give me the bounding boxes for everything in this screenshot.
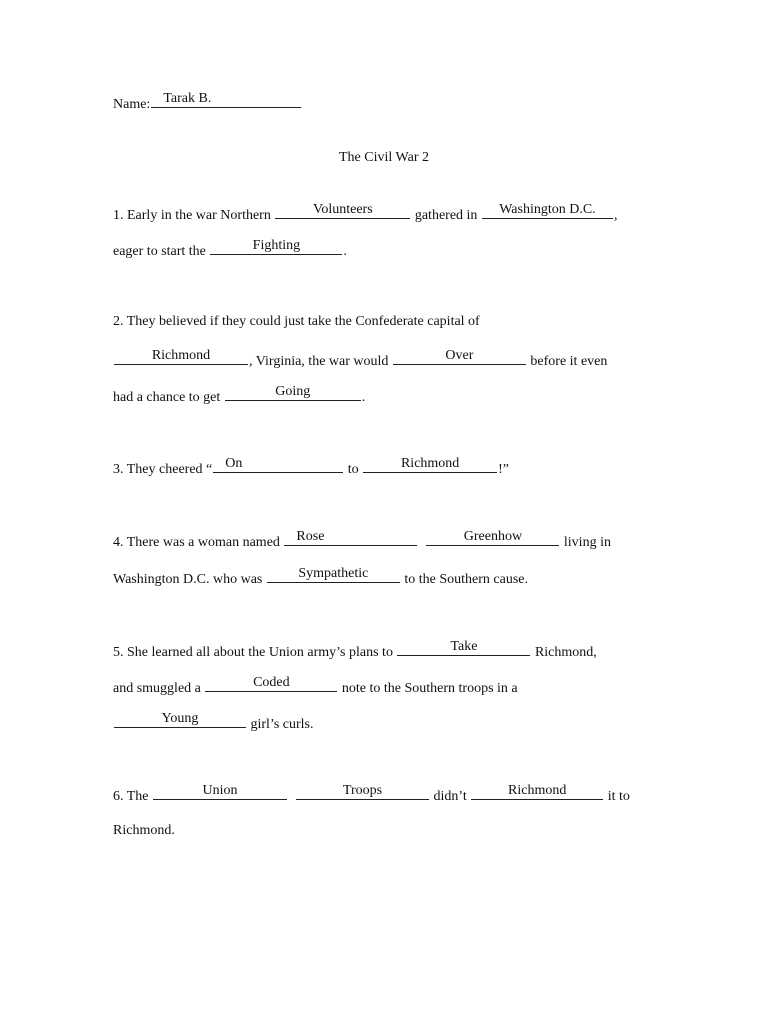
q5-blank-1[interactable] [397, 641, 530, 656]
q3-blank-1[interactable] [213, 458, 343, 473]
q1-blank-3[interactable] [210, 240, 342, 255]
q4-text-1: 4. There was a woman named [113, 535, 280, 550]
q3-text-2: to [347, 462, 359, 477]
q5-answer-2: Coded [253, 675, 290, 690]
question-2-line-1 [113, 313, 480, 331]
q6-blank-1[interactable] [153, 785, 287, 800]
q2-answer-3: Going [275, 384, 311, 399]
q4-blank-1[interactable] [284, 531, 417, 546]
q1-text-3: , [613, 208, 618, 223]
q4-text-2: living in [563, 535, 611, 550]
q3-answer-1: On [225, 456, 243, 471]
q1-answer-2: Washington D.C. [499, 202, 596, 217]
q5-answer-1: Take [450, 639, 478, 654]
question-4-line-1 [113, 531, 611, 552]
q4-text-4: to the Southern cause. [404, 572, 529, 587]
name-label: Name: [113, 97, 151, 112]
q3-text-1: 3. They cheered “ [113, 462, 213, 477]
q2-answer-1: Richmond [151, 348, 211, 363]
question-6-line-1 [113, 785, 630, 806]
question-4-line-2 [113, 568, 528, 589]
name-field[interactable] [151, 93, 301, 108]
name-line [113, 93, 302, 114]
q1-blank-2[interactable] [482, 204, 613, 219]
q3-text-3: !” [498, 462, 510, 477]
q2-text-2: , Virginia, the war would [249, 354, 389, 369]
worksheet-title: The Civil War 2 [339, 150, 429, 165]
q1-text-1: 1. Early in the war Northern [113, 208, 271, 223]
q6-text-2: didn’t [433, 789, 467, 804]
q1-text-5: . [343, 244, 347, 259]
q5-blank-2[interactable] [205, 677, 337, 692]
question-5-line-2 [113, 677, 518, 698]
q4-text-3: Washington D.C. who was [113, 572, 263, 587]
q5-text-5: girl’s curls. [250, 717, 314, 732]
q6-text-4: Richmond. [113, 823, 175, 838]
q3-blank-2[interactable] [363, 458, 497, 473]
q6-answer-1: Union [202, 783, 238, 798]
q2-blank-3[interactable] [225, 386, 361, 401]
q4-blank-3[interactable] [267, 568, 400, 583]
q3-answer-2: Richmond [400, 456, 460, 471]
question-1-line-2 [113, 240, 347, 261]
q4-answer-3: Sympathetic [298, 566, 369, 581]
question-5-line-1 [113, 641, 597, 662]
q2-text-5: . [361, 390, 366, 405]
q1-answer-3: Fighting [252, 238, 301, 253]
q1-answer-1: Volunteers [313, 202, 373, 217]
q2-blank-2[interactable] [393, 350, 526, 365]
question-2-line-3 [113, 386, 365, 407]
question-3-line-1 [113, 458, 509, 479]
q6-blank-2[interactable] [296, 785, 429, 800]
q4-answer-2: Greenhow [463, 529, 523, 544]
q6-answer-3: Richmond [508, 783, 567, 798]
q5-answer-3: Young [161, 711, 199, 726]
q5-text-2: Richmond, [534, 645, 597, 660]
question-6-line-2 [113, 822, 175, 840]
q1-text-4: eager to start the [113, 244, 206, 259]
q5-text-4: note to the Southern troops in a [341, 681, 518, 696]
q6-text-3: it to [607, 789, 630, 804]
q5-blank-3[interactable] [114, 713, 246, 728]
q2-answer-2: Over [445, 348, 474, 363]
question-2-line-2 [113, 350, 607, 371]
q4-answer-1: Rose [296, 529, 325, 544]
q2-text-4: had a chance to get [113, 390, 221, 405]
q6-blank-3[interactable] [471, 785, 603, 800]
q6-answer-2: Troops [342, 783, 383, 798]
q5-text-3: and smuggled a [113, 681, 201, 696]
question-5-line-3 [113, 713, 314, 734]
q1-text-2: gathered in [414, 208, 478, 223]
q4-blank-2[interactable] [426, 531, 559, 546]
q5-text-1: 5. She learned all about the Union army’s plans to [113, 645, 393, 660]
q2-text-1: 2. They believed if they could just take the Confederate capital of [113, 314, 480, 329]
question-1-line-1 [113, 204, 617, 225]
q2-text-3: before it even [530, 354, 608, 369]
q6-text-1: 6. The [113, 789, 149, 804]
q2-blank-1[interactable] [114, 350, 248, 365]
q1-blank-1[interactable] [275, 204, 410, 219]
name-value: Tarak B. [163, 91, 212, 106]
